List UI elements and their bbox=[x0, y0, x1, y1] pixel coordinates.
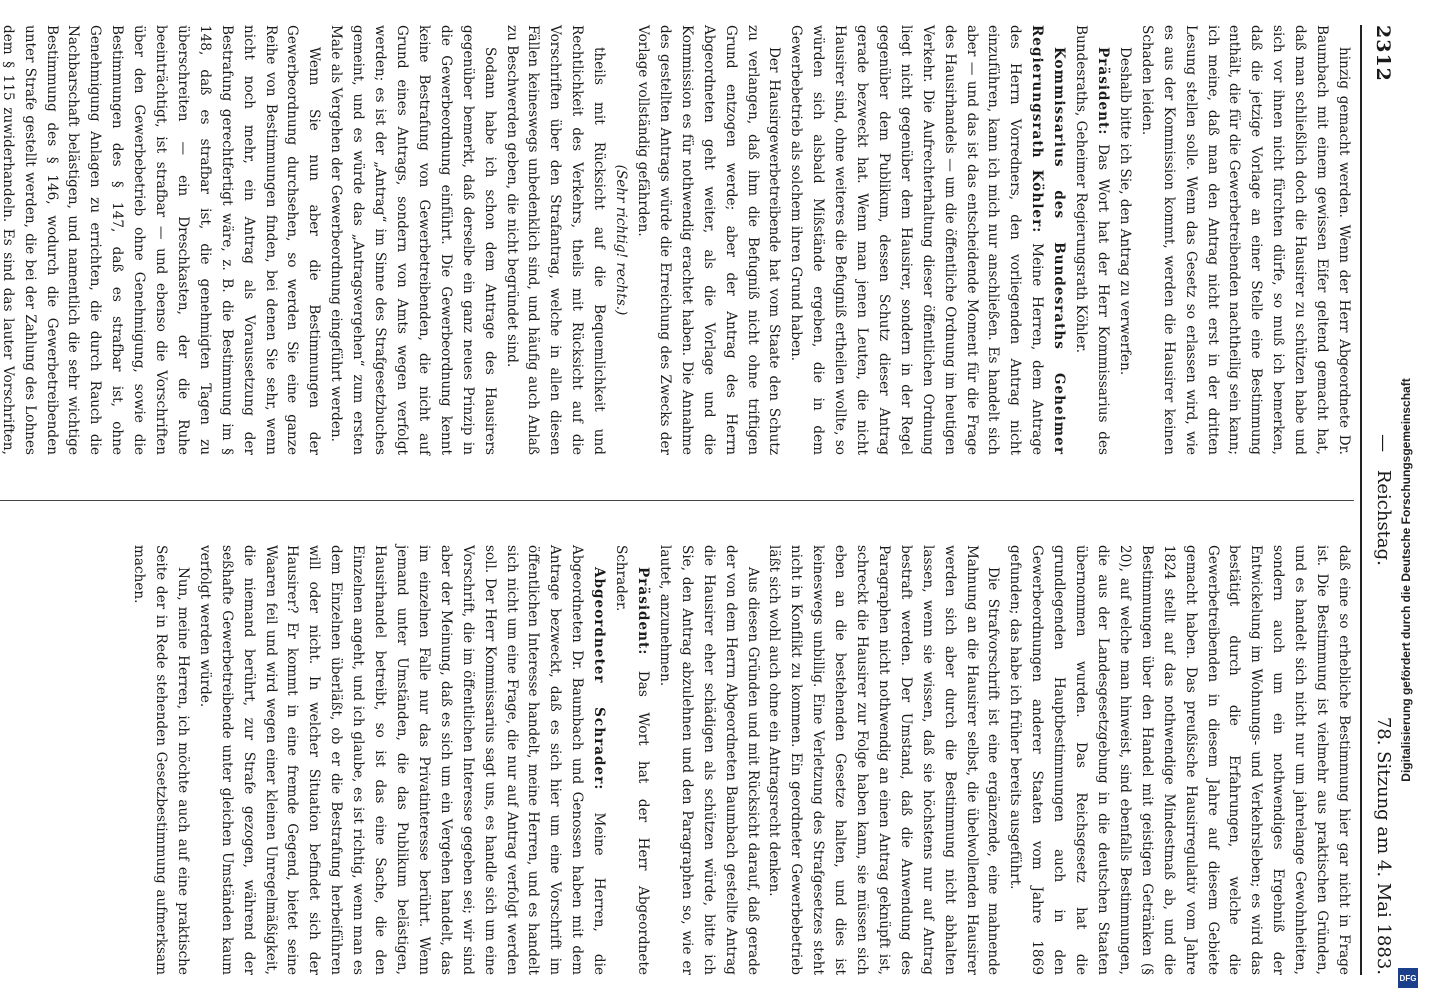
speaker-paragraph bbox=[1069, 25, 1113, 455]
speaker-paragraph bbox=[609, 545, 653, 975]
speaker-name: Abgeordneter Schrader: bbox=[591, 567, 608, 791]
right-text-column bbox=[127, 545, 1354, 975]
speaker-paragraph bbox=[784, 25, 1069, 455]
text-paragraph: Sodann habe ich schon dem Antrage des Hausirers gegenüber bemerkt, daß derselbe ein ganz neues Prinzip in die Gewerbeordnung einführt. Die Gewerbeordnung kennt keine Bestrafung von Gewerbetreibenden, die nicht auf Grund eines Antrags, sondern von Amts wegen verfolgt werden; es ist der „Antrag“ im Sinne des Strafgesetzbuches gemeint, und es würde das „Antragsvergehen“ zum ersten Male als Vergehen der Gewerbeordnung eingeführt werden. bbox=[328, 25, 498, 455]
speech-text: Das Wort hat der Herr Abgeordnete Schrader. bbox=[613, 545, 651, 975]
publication-title: Reichstag. bbox=[1373, 469, 1394, 566]
column-divider bbox=[0, 500, 1354, 501]
text-paragraph: daß eine so erhebliche Bestimmung hier gar nicht in Frage ist. Die Bestimmung ist vielmehr aus praktischen Gründen, und es handelt sich nicht nur um jahrelange Gewohnheiten, sondern auch um ein nothwendiges Ergebniß der Entwickelung im Wohnungs- und Verkehrsleben; es wird das bestätigt durch die Erfahrungen, welche die Gewerbetreibenden in diesem Jahre auf diesem Gebiete gemacht haben. Das preußische Hausirregulativ vom Jahre 1824 stellt auf das nothwendige Mindestmaß ab, und die Bestimmungen über den Handel mit geistigen Getränken (§ 20), auf welche man hinweist, sind ebenfalls Bestimmungen, die aus der Landesgesetzgebung in die deutschen Staaten übernommen wurden. Das Reichsgesetz hat die grundlegenden Hauptbestimmungen auch in den Gewerbeordnungen anderer Staaten vom Jahre 1869 gefunden; das habe ich früher bereits ausgeführt. bbox=[1007, 545, 1352, 975]
text-paragraph: Wenn Sie nun aber die Bestimmungen der Gewerbeordnung durchsehen, so werden Sie eine ganze Reihe von Bestimmungen finden, bei denen Sie sehr, wenn nicht noch mehr, ein Antrag als Voraussetzung der Bestrafung gerechtfertigt wäre, z. B. die Bestimmung im § 148, daß es strafbar ist, die genehmigten Tagen zu überschreiten — ein Dreschkasten, der die Ruhe beeinträchtigt, ist strafbar — und ebenso die Vorschriften über den Gewerbebetrieb ohne Genehmigung, sowie die Bestimmungen des § 147, daß es strafbar ist, ohne Genehmigung Anlagen zu errichten, die durch Rauch die Nachbarschaft belästigen, und namentlich die sehr wichtige Bestimmung des § 146, wodurch die Gewerbetreibenden unter Strafe gestellt werden, die bei der Zahlung des Lohnes dem § 115 zuwiderhandeln. Es sind das lauter Vorschriften, bbox=[0, 25, 323, 455]
text-paragraph: hinzig gemacht werden. Wenn der Herr Abgeordnete Dr. Baumbach mit einem gewissen Eifer geltend gemacht hat, daß man schließlich doch die Hausirer zu schützen habe und sich vor ihnen nicht fürchten dürfe, so muß ich bemerken, daß die jetzige Vorlage an einer Stelle eine Bestimmung enthält, die für die Gewerbetreibenden nachtheilig sein kann; ich meine, daß man den Antrag nicht erst in der dritten Lesung stellen solle. Wenn das Gesetz so erlassen wird, wie es aus der Kommission kommt, werden die Hausirer keinen Schaden leiden. bbox=[1138, 25, 1352, 455]
text-paragraph: Deshalb bitte ich Sie, den Antrag zu verwerfen. bbox=[1116, 47, 1133, 376]
digitization-note-text: Digitalisierung gefördert durch die Deutsche Forschungsgemeinschaft bbox=[1399, 378, 1413, 782]
interjection: (Sehr richtig! rechts.) bbox=[613, 164, 630, 316]
speech-text: Meine Herren, dem Antrage des Herrn Vorredners, den vorliegenden Antrag nicht einzuführen, kann ich mich nur anschließen. Es handelt sich aber — und das ist das entscheidende Moment für die Frage des Hausirhandels — um die öffentliche Ordnung im heutigen Verkehr. Die Aufrechterhaltung dieser öffentlichen Ordnung liegt nicht gegenüber dem Hausirer, sondern in der Regel gegenüber dem Publikum, dessen Schutz dieser Antrag gerade bezweckt hat. Wenn man jenen Leuten, die nicht Hausirer sind, ohne weiteres die Befugniß ertheilen wollte, so würden sich alsbald Mißstände ergeben, die in dem Gewerbebetrieb als solchem ihren Grund haben. bbox=[788, 25, 1046, 455]
page-header bbox=[1366, 25, 1394, 975]
header-rule bbox=[1360, 25, 1362, 975]
session-date: 78. Sitzung am 4. Mai 1883. bbox=[1373, 716, 1394, 975]
text-paragraph: Nun, meine Herren, ich möchte auch auf eine praktische Seite der in Rede stehenden Gesetzbestimmung aufmerksam machen. bbox=[131, 545, 191, 975]
speech-text: Das Wort hat der Herr Kommissarius des Bundesraths, Geheimer Regierungsrath Köhler. bbox=[1073, 25, 1112, 455]
text-paragraph: Aus diesen Gründen und mit Rücksicht darauf, daß gerade der von dem Herrn Abgeordneten Baumbach gestellte Antrag die Hausirer eher schädigen als schützen würde, bitte ich Sie, den Antrag abzulehnen und den Paragraphen so, wie er lautet, anzunehmen. bbox=[656, 545, 761, 975]
dfg-logo: DFG bbox=[1398, 968, 1418, 988]
digitization-note bbox=[1395, 180, 1417, 980]
left-text-column bbox=[0, 25, 1354, 455]
speaker-paragraph bbox=[193, 545, 609, 975]
text-paragraph: Der Hausirgewerbetreibende hat vom Staate den Schutz zu verlangen, daß ihm die Befugniß nicht ohne triftigen Grund entzogen werde; aber der Antrag des Herrn Abgeordneten geht weiter, als die Vorlage und die Kommission es für nothwendig erachtet haben. Die Annahme des gestellten Antrags würde die Erreichung des Zwecks der Vorlage vollständig gefährden. bbox=[635, 25, 783, 455]
text-paragraph: Die Strafvorschrift ist eine ergänzende, eine mahnende Mahnung an die Hausirer selbst, die übelwollenden Hausirer werden sich aber durch die Bestimmung nicht abhalten lassen, wenn sie wissen, daß sie höchstens nur auf Antrag bestraft werden. Der Umstand, daß die Anwendung des Paragraphen nicht nothwendig an einen Antrag geknüpft ist, schreckt die Hausirer zur Folge haben kann, sie müssen sich eben an die bestehenden Gesetze halten, und dies ist keineswegs unbillig. Eine Verletzung des Strafgesetzes steht nicht in Konflikt zu kommen. Ein geordneter Gewerbebetrieb läßt sich wohl auch ohne ein Antragsrecht denken. bbox=[766, 545, 1002, 975]
speaker-name: Präsident: bbox=[1095, 47, 1112, 136]
speech-text: Meine Herren, die Abgeordneten Dr. Baumbach und Genossen haben mit dem Antrage bezweckt, daß es sich hier um eine Vorschrift im öffentlichen Interesse handelt, meine Herren, und es handelt sich nicht um eine Frage, die nur auf Antrag verfolgt werden soll. Der Herr Kommissarius sagt uns, es handle sich um eine Vorschrift, die im öffentlichen Interesse gegeben sei; wir sind aber der Meinung, daß es sich um ein Vergehen handelt, das im einzelnen Falle nur das Privatinteresse berührt. Wenn jemand unter Umständen, die das Publikum belästigen, Hausirhandel betreibt, so ist das eine Sache, die den Einzelnen angeht, und ich glaube, es ist richtig, wenn man es dem Einzelnen überläßt, ob er die Bestrafung herbeiführen will oder nicht. In welcher Situation befindet sich der Hausirer? Er kommt in eine fremde Gegend, bietet seine Waaren feil und wird wegen einer kleinen Unregelmäßigkeit, die niemand berührt, zur Strafe gezogen, während der seßhafte Gewerbetreibende unter gleichen Umständen kaum verfolgt werden würde. bbox=[196, 545, 608, 976]
speaker-name: Präsident: bbox=[635, 567, 651, 656]
header-separator: — bbox=[1373, 434, 1394, 453]
page-number: 2312 bbox=[1372, 25, 1394, 82]
speaker-name: Kommissarius des Bundesraths Geheimer Regierungsrath Köhler: bbox=[1029, 25, 1068, 455]
text-paragraph: theils mit Rücksicht auf die Bequemlichkeit und Rechtlichkeit des Verkehrs, theils mit Rücksicht auf die Vorschriften über den Strafantrag, welche in allen diesen Fällen keineswegs unbedenklich sind, und häufig auch Anlaß zu Beschwerden geben, die nicht begründet sind. bbox=[503, 25, 608, 455]
